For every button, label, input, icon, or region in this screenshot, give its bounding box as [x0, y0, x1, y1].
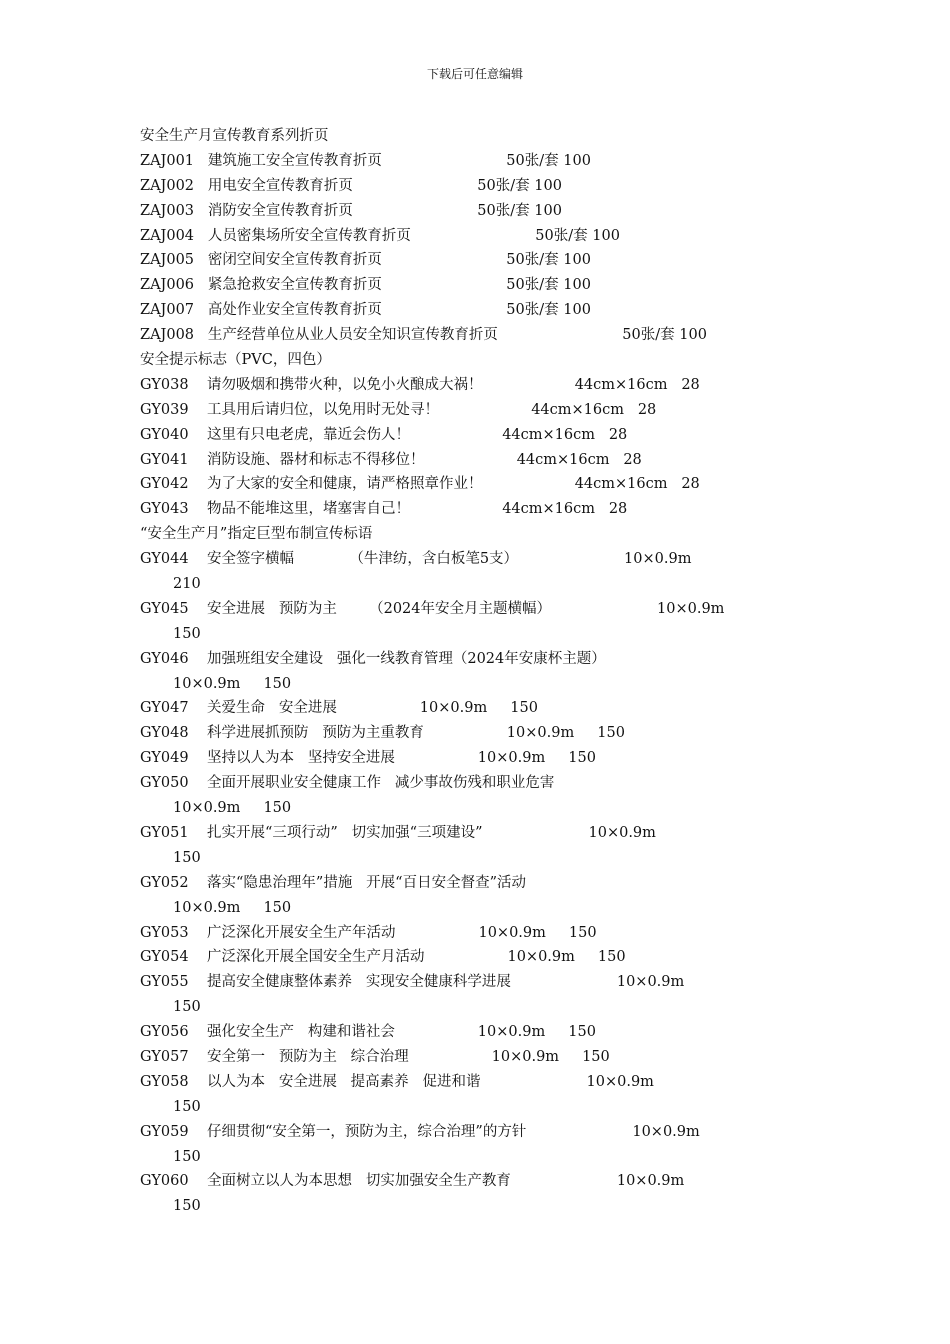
list-item: GY058 以人为本 安全进展 提高素养 促进和谐 10×0.9m: [140, 1073, 654, 1090]
list-item: GY045 安全进展 预防为主 （2024年安全月主题横幅） 10×0.9m: [140, 600, 725, 617]
list-item: ZAJ006 紧急抢救安全宣传教育折页 50张/套 100: [140, 277, 591, 294]
list-item: GY040 这里有只电老虎，靠近会伤人！ 44cm×16cm 28: [140, 426, 628, 443]
list-item-continuation: 150: [173, 1198, 201, 1215]
section-heading: 安全提示标志（PVC，四色）: [140, 352, 331, 369]
list-item: GY048 科学进展抓预防 预防为主重教育 10×0.9m 150: [140, 725, 625, 742]
list-item: GY049 坚持以人为本 坚持安全进展 10×0.9m 150: [140, 750, 596, 767]
list-item-continuation: 150: [173, 625, 201, 642]
list-item: GY056 强化安全生产 构建和谐社会 10×0.9m 150: [140, 1024, 596, 1041]
list-item: GY052 落实“隐患治理年”措施 开展“百日安全督查”活动: [140, 874, 526, 891]
list-item: GY055 提高安全健康整体素养 实现安全健康科学进展 10×0.9m: [140, 974, 685, 991]
list-item: GY044 安全签字横幅 （牛津纺，含白板笔5支） 10×0.9m: [140, 551, 692, 568]
list-item: ZAJ007 高处作业安全宣传教育折页 50张/套 100: [140, 302, 591, 319]
list-item-continuation: 150: [173, 1148, 201, 1165]
list-item: GY060 全面树立以人为本思想 切实加强安全生产教育 10×0.9m: [140, 1173, 685, 1190]
list-item: ZAJ004 人员密集场所安全宣传教育折页 50张/套 100: [140, 227, 620, 244]
list-item: GY043 物品不能堆这里，堵塞害自己！ 44cm×16cm 28: [140, 501, 628, 518]
list-item-continuation: 10×0.9m 150: [173, 800, 292, 817]
list-item: GY047 关爱生命 安全进展 10×0.9m 150: [140, 700, 538, 717]
list-item: GY046 加强班组安全建设 强化一线教育管理（2024年安康杯主题）: [140, 650, 606, 667]
list-item: ZAJ005 密闭空间安全宣传教育折页 50张/套 100: [140, 252, 591, 269]
list-item: ZAJ001 建筑施工安全宣传教育折页 50张/套 100: [140, 152, 591, 169]
list-item: GY039 工具用后请归位，以免用时无处寻！ 44cm×16cm 28: [140, 401, 657, 418]
list-item-continuation: 150: [173, 1098, 201, 1115]
list-item-continuation: 10×0.9m 150: [173, 675, 292, 692]
document-body: [140, 124, 830, 1219]
list-item: GY050 全面开展职业安全健康工作 减少事故伤残和职业危害: [140, 775, 555, 792]
section-heading: 安全生产月宣传教育系列折页: [140, 128, 329, 144]
list-item: GY054 广泛深化开展全国安全生产月活动 10×0.9m 150: [140, 949, 626, 966]
list-item: ZAJ008 生产经营单位从业人员安全知识宣传教育折页 50张/套 100: [140, 327, 707, 344]
list-item: GY041 消防设施、器材和标志不得移位！ 44cm×16cm 28: [140, 451, 642, 468]
list-item-continuation: 150: [173, 849, 201, 866]
list-item: GY051 扎实开展“三项行动” 切实加强“三项建设” 10×0.9m: [140, 824, 656, 841]
list-item: GY038 请勿吸烟和携带火种，以免小火酿成大祸！ 44cm×16cm 28: [140, 376, 700, 393]
list-item: GY057 安全第一 预防为主 综合治理 10×0.9m 150: [140, 1048, 610, 1065]
list-item: ZAJ002 用电安全宣传教育折页 50张/套 100: [140, 177, 562, 194]
list-item-continuation: 150: [173, 999, 201, 1016]
list-item: GY042 为了大家的安全和健康，请严格照章作业！ 44cm×16cm 28: [140, 476, 700, 493]
list-item: ZAJ003 消防安全宣传教育折页 50张/套 100: [140, 202, 562, 219]
page-header: 下载后可任意编辑: [426, 67, 523, 81]
list-item: GY053 广泛深化开展安全生产年活动 10×0.9m 150: [140, 924, 597, 941]
list-item: GY059 仔细贯彻“安全第一，预防为主，综合治理”的方针 10×0.9m: [140, 1123, 700, 1140]
section-heading: “安全生产月”指定巨型布制宣传标语: [140, 526, 373, 543]
list-item-continuation: 210: [173, 576, 201, 593]
list-item-continuation: 10×0.9m 150: [173, 899, 292, 916]
